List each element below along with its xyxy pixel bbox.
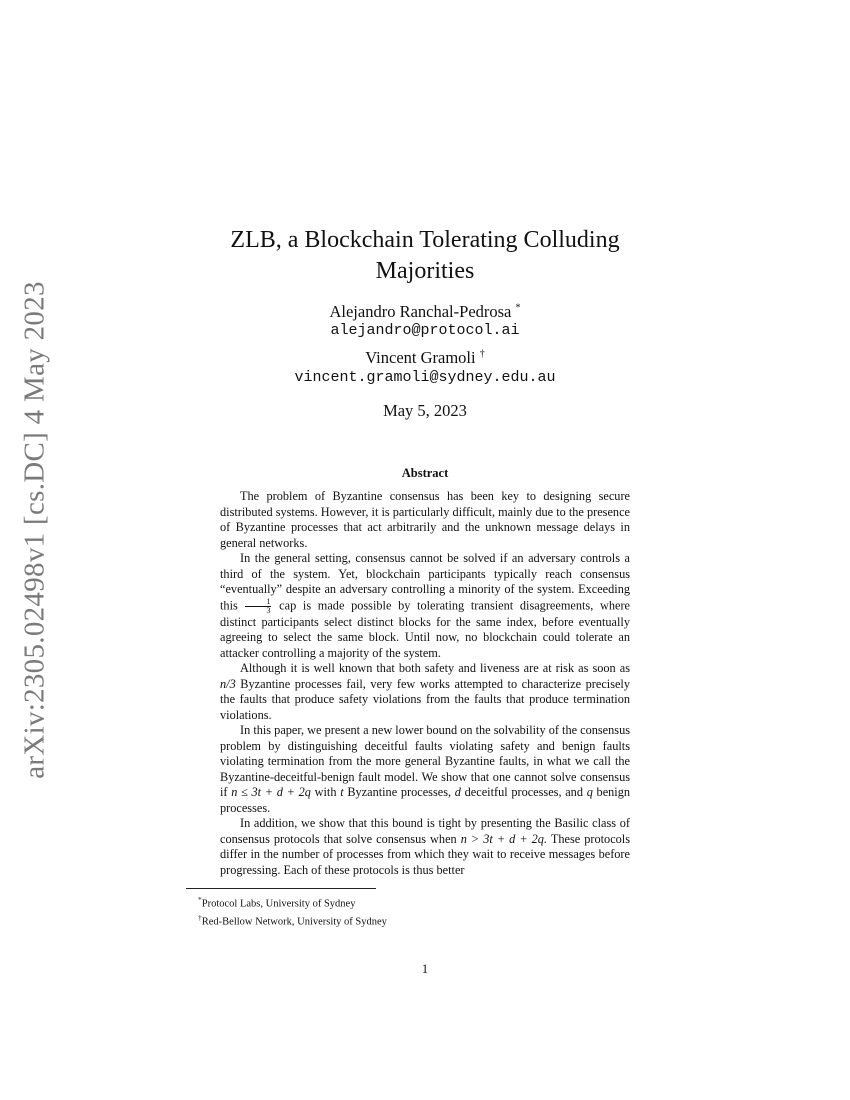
author-2-mark: † — [479, 348, 485, 360]
p4-math-d: d — [454, 785, 461, 799]
title-line-2: Majorities — [375, 258, 475, 284]
one-third-fraction — [245, 598, 271, 615]
p3-text-before: Although it is well known that both safety and liveness are at risk as soon as — [240, 661, 630, 675]
author-2 — [175, 348, 675, 368]
p4-math-bound: n ≤ 3t + d + 2q — [231, 785, 311, 799]
p5-text-before: In addition, we show that this bound is tight by presenting the Basilic class of consensus protocols that solve consensus when — [220, 816, 630, 846]
footnotes — [198, 893, 387, 928]
p2-text-after: cap is made possible by tolerating transient disagreements, where distinct participants select distinct blocks for the same index, before eventually agreeing to select the same block. Until now, no blockchain could tolerate an attacker controlling a majority of the system. — [220, 597, 631, 660]
footnote-2-mark: † — [198, 912, 202, 922]
p4-end: benign processes. — [220, 785, 631, 815]
author-1-email: alejandro@protocol.ai — [330, 322, 520, 339]
title-line-1: ZLB, a Blockchain Tolerating Colluding — [230, 227, 620, 253]
footnote-2 — [198, 911, 387, 929]
abstract-paragraph-4 — [220, 723, 630, 816]
p4-math-t: t — [340, 785, 344, 799]
abstract-paragraph-5 — [220, 816, 630, 878]
arxiv-id: arXiv:2305.02498v1 [cs.DC] 4 May 2023 — [18, 281, 51, 779]
author-1-name: Alejandro Ranchal-Pedrosa — [329, 302, 512, 321]
p5-math: n > 3t + d + 2q. — [460, 831, 548, 846]
page-number: 1 — [421, 962, 429, 976]
author-2-email: vincent.gramoli@sydney.edu.au — [294, 369, 556, 386]
p5-text-after: These protocols differ in the number of processes from which they wait to receive messages before progressing. Each of these protocols is thus better — [220, 831, 630, 877]
abstract-paragraph-2 — [220, 551, 630, 661]
author-1 — [175, 302, 675, 322]
fraction-denominator: 3 — [266, 605, 271, 615]
p3-text-after: Byzantine processes fail, very few works attempted to characterize precisely the faults that produce safety violations from the faults that produce termination violations. — [220, 676, 630, 722]
footnote-1 — [198, 893, 387, 911]
p3-math: n/3 — [220, 676, 236, 691]
fraction-numerator: 1 — [245, 598, 271, 607]
footnote-1-mark: * — [198, 895, 202, 904]
abstract-body — [220, 489, 630, 878]
abstract-paragraph-3 — [220, 661, 630, 723]
footnote-2-text: Red-Bellow Network, University of Sydney — [201, 916, 387, 927]
author-2-name: Vincent Gramoli — [365, 348, 476, 367]
abstract-heading: Abstract — [401, 466, 449, 480]
footnote-1-text: Protocol Labs, University of Sydney — [201, 898, 356, 910]
author-1-mark: * — [515, 302, 521, 314]
p4-mid-3: deceitful processes, and — [464, 785, 583, 799]
paper-date: May 5, 2023 — [383, 401, 467, 420]
abstract-paragraph-1: The problem of Byzantine consensus has been key to designing secure distributed systems. However, it is particularly difficult, mainly due to the presence of Byzantine processes that act arbitrarily and the unknown message delays in general networks. — [220, 489, 630, 550]
footnote-divider — [186, 888, 376, 889]
p4-text-before: In this paper, we present a new lower bound on the solvability of the consensus problem by distinguishing deceitful faults violating safety and benign faults violating termination from the more general Byzantine faults, in what we call the Byzantine-deceitful-benign fault model. We show that one cannot solve consensus if — [220, 723, 630, 799]
p4-mid-1: with — [314, 785, 337, 799]
paper-title — [175, 225, 675, 287]
p4-mid-2: Byzantine processes, — [347, 785, 452, 799]
p2-text-before: In the general setting, consensus cannot be solved if an adversary controls a third of the system. Yet, blockchain participants typically reach consensus “eventually” despite an adversary controlling a minority of the system. Exceeding this — [220, 551, 630, 612]
p4-math-q: q — [586, 785, 593, 799]
